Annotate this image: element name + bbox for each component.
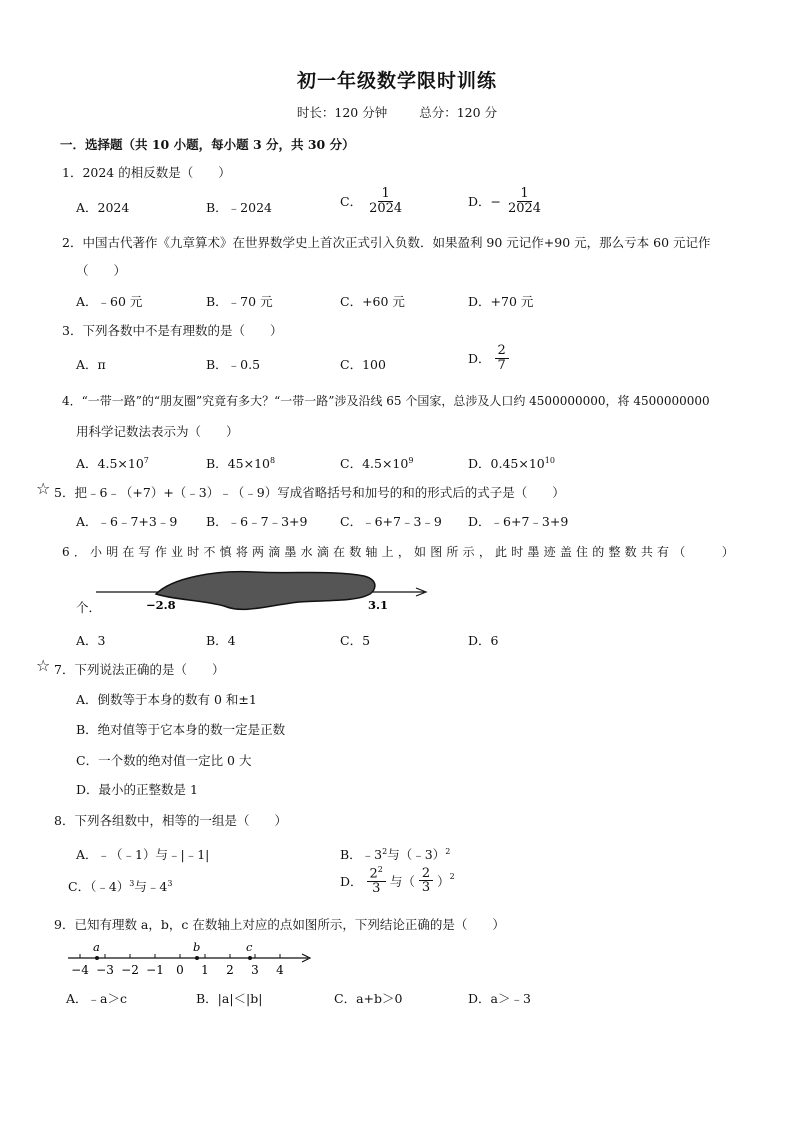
tick-label: 2 [226, 963, 234, 977]
star-icon: ☆ [36, 656, 51, 675]
q8-d-numerator2: 2 [419, 867, 433, 882]
q1-c-fraction [366, 187, 405, 215]
q8-option-d [340, 866, 455, 896]
q1-d-denominator: 2024 [507, 200, 542, 216]
q6-option-c: C．5 [340, 633, 371, 648]
q1-stem: 1．2024 的相反数是（ ） [62, 165, 231, 180]
q2-option-a: A．﹣60 元 [76, 294, 143, 309]
q1-option-b: B．﹣2024 [206, 200, 272, 215]
q8-d-exp: 2 [449, 872, 455, 882]
q1-option-d [468, 187, 544, 215]
q1-d-label: D．− [468, 194, 501, 210]
point-c [248, 956, 252, 960]
q9-option-a: A．﹣a＞c [66, 991, 127, 1006]
label-a: a [93, 940, 100, 954]
q2-option-c: C．+60 元 [340, 294, 405, 309]
tick-label: −3 [96, 963, 114, 977]
q8-option-c [68, 877, 172, 895]
q6-stem: 6．小明在写作业时不慎将两滴墨水滴在数轴上，如图所示，此时墨迹盖住的整数共有（ ） [62, 545, 739, 559]
q8-d-end: ） [437, 873, 450, 889]
label-b: b [193, 940, 201, 954]
q4-stem: 4．“一带一路”的“朋友圈”究竟有多大？“一带一路”涉及沿线 65 个国家，总涉及人口约 4500000000，将 4500000000 [62, 394, 710, 408]
q8-b-part2: 与（﹣3） [387, 847, 446, 862]
q6-option-a: A．3 [76, 633, 106, 648]
q1-d-numerator: 1 [517, 187, 531, 202]
q3-d-numerator: 2 [495, 344, 509, 359]
q4-option-c [340, 454, 413, 472]
exam-meta [0, 103, 794, 121]
tick-label: 1 [201, 963, 209, 977]
q9-option-c: C．a+b＞0 [334, 991, 403, 1006]
tick-label: 0 [176, 963, 184, 977]
q6-right-label: 3.1 [368, 598, 389, 612]
q9-option-d: D．a＞﹣3 [468, 991, 531, 1006]
q1-option-a: A．2024 [76, 200, 130, 215]
q6-option-d: D．6 [468, 633, 499, 648]
q4-a-base: A．4.5×10 [76, 456, 144, 471]
tick-label: 3 [251, 963, 259, 977]
q4-a-exp: 7 [143, 455, 149, 465]
q8-option-b [340, 845, 450, 863]
q8-stem: 8．下列各组数中，相等的一组是（ ） [54, 813, 287, 828]
q4-stem-line2: 用科学记数法表示为（ ） [76, 424, 239, 439]
q8-c-part2: 与﹣4 [134, 879, 168, 894]
q4-option-b [206, 454, 275, 472]
q3-d-denominator: 7 [497, 357, 506, 373]
ink-number-line-figure [94, 564, 434, 616]
q8-d-denominator1: 3 [372, 880, 381, 896]
q5-option-d: D．﹣6+7﹣3+9 [468, 514, 569, 529]
q5-option-b: B．﹣6﹣7﹣3+9 [206, 514, 308, 529]
q2-option-b: B．﹣70 元 [206, 294, 273, 309]
q3-option-a: A．π [76, 357, 106, 372]
q6-option-b: B．4 [206, 633, 236, 648]
q1-option-c [340, 187, 405, 215]
q8-d-numerator1-exp: 2 [377, 865, 383, 874]
q8-d-fraction1 [367, 866, 386, 896]
q8-c-part1: C．（﹣4） [68, 879, 130, 894]
point-b [195, 956, 199, 960]
point-a [95, 956, 99, 960]
q8-c-exp1: 3 [129, 878, 135, 888]
q8-c-exp2: 3 [167, 878, 173, 888]
q4-d-exp: 10 [544, 455, 555, 465]
q2-stem: 2．中国古代著作《九章算术》在世界数学史上首次正式引入负数．如果盈利 90 元记作+90 元，那么亏本 60 元记作 [62, 235, 711, 250]
q5-option-c: C．﹣6+7﹣3﹣9 [340, 514, 442, 529]
q2-paren: （ ） [76, 263, 127, 278]
q1-c-label: C． [340, 194, 363, 210]
q4-b-exp: 8 [269, 455, 276, 465]
q5-option-a: A．﹣6﹣7+3﹣9 [76, 514, 178, 529]
q4-option-d [468, 454, 555, 472]
q4-option-a [76, 454, 149, 472]
q1-c-denominator: 2024 [369, 200, 403, 216]
q7-option-d: D．最小的正整数是 1 [76, 782, 198, 797]
star-icon: ☆ [36, 479, 51, 498]
q4-b-base: B．45×10 [206, 456, 270, 471]
q8-d-mid: 与（ [389, 873, 415, 889]
q1-c-numerator: 1 [378, 187, 392, 202]
q7-option-b: B．绝对值等于它本身的数一定是正数 [76, 722, 286, 737]
label-c: c [246, 940, 253, 954]
section-heading: 一．选择题（共 10 小题，每小题 3 分，共 30 分） [60, 137, 355, 152]
q9-stem: 9．已知有理数 a，b，c 在数轴上对应的点如图所示，下列结论正确的是（ ） [54, 917, 505, 932]
q1-d-fraction [505, 187, 544, 215]
q6-tail: 个． [76, 600, 102, 615]
tick-label: −4 [71, 963, 89, 977]
tick-label: −2 [121, 963, 139, 977]
q4-c-base: C．4.5×10 [340, 456, 409, 471]
q8-option-a: A．﹣（﹣1）与﹣|﹣1| [76, 847, 210, 862]
q2-option-d: D．+70 元 [468, 294, 534, 309]
q8-b-exp1: 2 [382, 846, 388, 856]
total-score: 总分：120 分 [419, 105, 498, 120]
q6-left-label: −2.8 [146, 598, 176, 612]
q7-stem: 7．下列说法正确的是（ ） [54, 662, 225, 677]
q3-d-label: D． [468, 351, 491, 367]
q3-option-c: C．100 [340, 357, 386, 372]
q3-option-b: B．﹣0.5 [206, 357, 261, 372]
duration: 时长：120 分钟 [296, 105, 388, 120]
q8-b-exp2: 2 [445, 846, 451, 856]
ink-blot [156, 572, 375, 610]
tick-label: 4 [276, 963, 284, 977]
q9-option-b: B．|a|＜|b| [196, 991, 263, 1006]
q5-stem: 5．把﹣6﹣（+7）+（﹣3）﹣（﹣9）写成省略括号和加号的和的形式后的式子是（ ） [54, 485, 565, 500]
q3-option-d [468, 344, 509, 372]
q7-option-c: C．一个数的绝对值一定比 0 大 [76, 753, 252, 768]
tick-label: −1 [146, 963, 164, 977]
q8-b-part1: B．﹣3 [340, 847, 383, 862]
q8-d-fraction2 [419, 867, 433, 895]
q8-d-denominator2: 3 [421, 880, 431, 896]
page-title: 初一年级数学限时训练 [296, 70, 497, 92]
q4-c-exp: 9 [408, 455, 414, 465]
q3-d-fraction [495, 344, 509, 372]
q7-option-a: A．倒数等于本身的数有 0 和±1 [76, 692, 257, 707]
q4-d-base: D．0.45×10 [468, 456, 545, 471]
q3-stem: 3．下列各数中不是有理数的是（ ） [62, 323, 283, 338]
abc-number-line-figure [64, 938, 320, 980]
q8-d-label: D． [340, 873, 363, 889]
q8-d-numerator1: 2 [369, 866, 378, 882]
q8-d-num1-wrap [367, 866, 386, 882]
